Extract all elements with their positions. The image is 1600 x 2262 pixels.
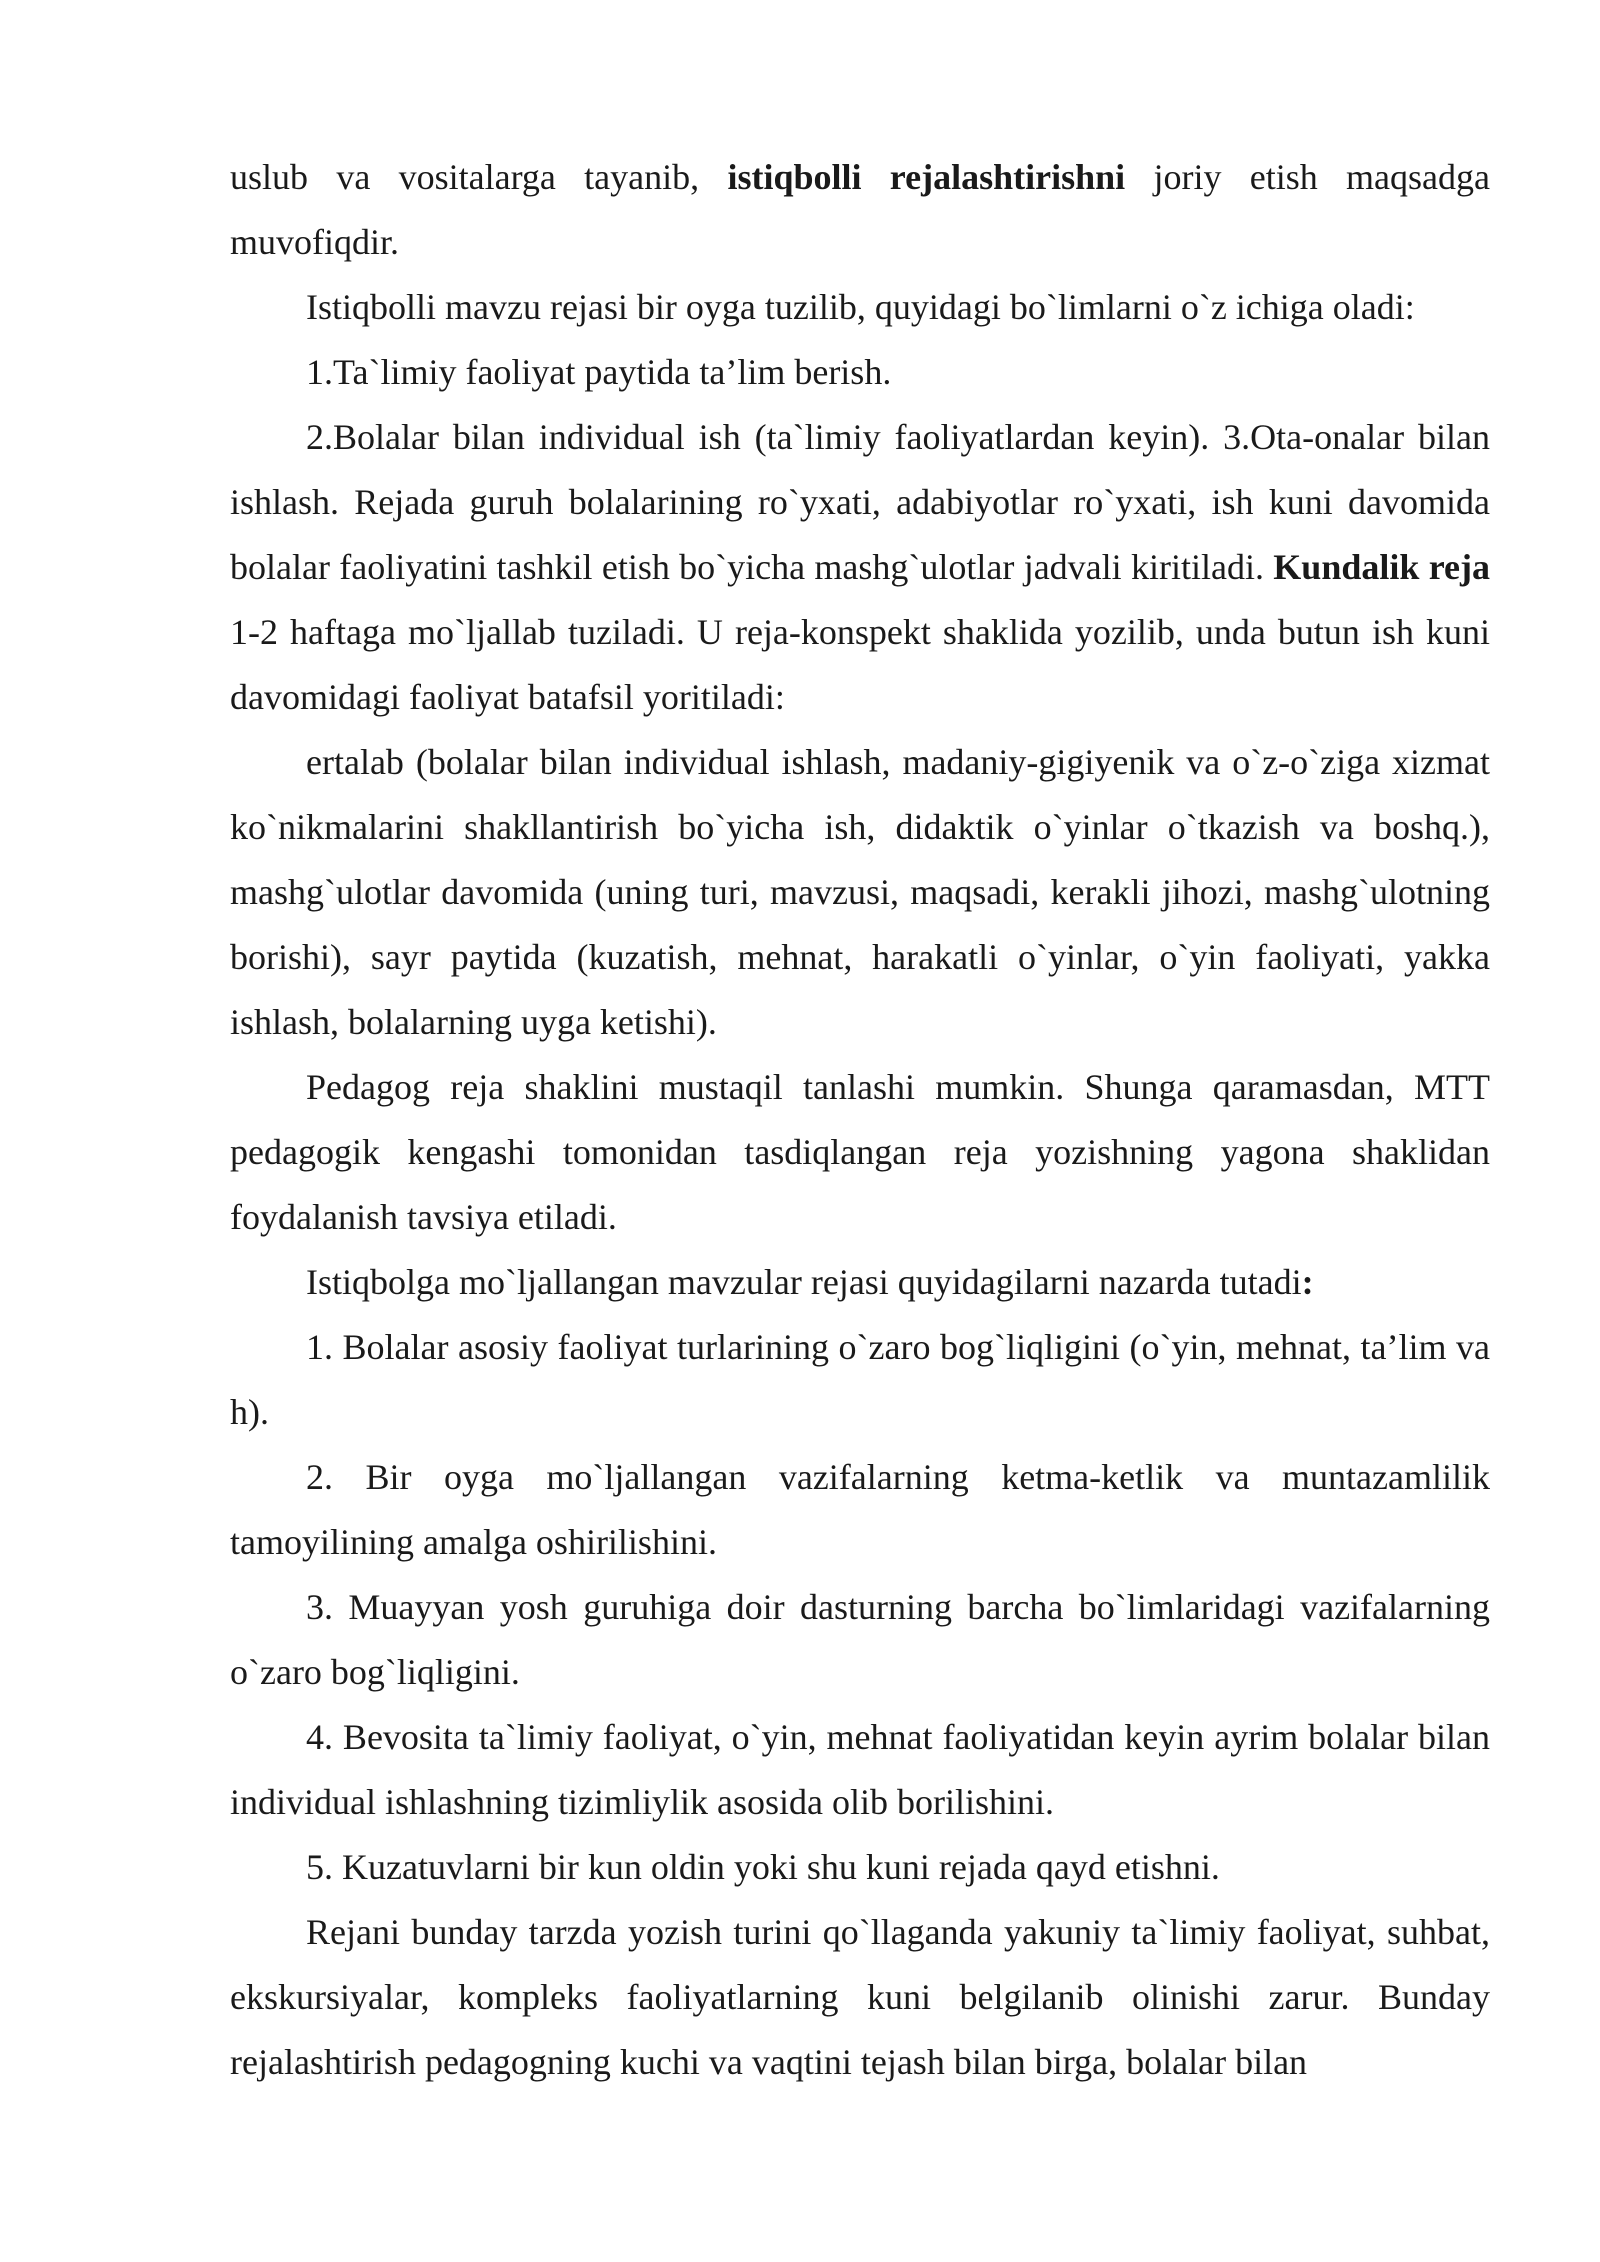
list-item-1: 1. Bolalar asosiy faoliyat turlarining o`zaro bog`liqligini (o`yin, mehnat, ta’lim va h).: [230, 1327, 1490, 1432]
paragraph-plan-sections: Istiqbolli mavzu rejasi bir oyga tuzilib, quyidagi bo`limlarni o`z ichiga oladi:: [306, 287, 1415, 327]
bold-term-kundalik-reja: Kundalik reja: [1273, 547, 1491, 587]
text-segment: 2.Bolalar bilan individual ish (ta`limiy faoliyatlardan keyin). 3.Ota-onalar bilan ishlash. Rejada guruh bolalarining ro`yxati, adabiyotlar ro`yxati, ish kuni davomida bolalar faoliyatini tashkil etish bo`yicha mashg`ulotlar jadvali kiritiladi.: [230, 417, 1490, 587]
text-segment: uslub va vositalarga tayanib,: [230, 157, 728, 197]
list-item-3: 3. Muayyan yosh guruhiga doir dasturning barcha bo`limlaridagi vazifalarning o`zaro bog`liqligini.: [230, 1587, 1490, 1692]
paragraph-intro-continuation: [230, 145, 1490, 275]
text-segment: Istiqbolga mo`ljallangan mavzular rejasi quyidagilarni nazarda tutadi: [306, 1262, 1302, 1302]
bold-colon: :: [1301, 1262, 1314, 1302]
text-segment: joriy etish maqsadga muvofiqdir.: [230, 157, 1491, 262]
list-item-2: 2. Bir oyga mo`ljallangan vazifalarning ketma-ketlik va muntazamlilik tamoyilining amalga oshirilishini.: [230, 1457, 1490, 1562]
list-item-4: 4. Bevosita ta`limiy faoliyat, o`yin, mehnat faoliyatidan keyin ayrim bolalar bilan individual ishlashning tizimliylik asosida olib borilishini.: [230, 1717, 1490, 1822]
paragraph-item-2-and-daily-plan: [230, 405, 1490, 730]
paragraph-item-1: 1.Ta`limiy faoliyat paytida ta’lim berish.: [306, 352, 892, 392]
paragraph-thematic-plan-intro: [230, 1250, 1490, 1315]
document-page: [230, 145, 1490, 2095]
paragraph-morning-activities: ertalab (bolalar bilan individual ishlash, madaniy-gigiyenik va o`z-o`ziga xizmat ko`nikmalarini shakllantirish bo`yicha ish, didaktik o`yinlar o`tkazish va boshq.), mashg`ulotlar davomida (uning turi, mavzusi, maqsadi, kerakli jihozi, mashg`ulotning borishi), sayr paytida (kuzatish, mehnat, harakatli o`yinlar, o`yin faoliyati, yakka ishlash, bolalarning uyga ketishi).: [230, 742, 1490, 1042]
list-item-5: 5. Kuzatuvlarni bir kun oldin yoki shu kuni rejada qayd etishni.: [306, 1847, 1220, 1887]
paragraph-pedagog-form: Pedagog reja shaklini mustaqil tanlashi mumkin. Shunga qaramasdan, MTT pedagogik kengashi tomonidan tasdiqlangan reja yozishning yagona shaklidan foydalanish tavsiya etiladi.: [230, 1067, 1490, 1237]
text-segment: 1-2 haftaga mo`ljallab tuziladi. U reja-konspekt shaklida yozilib, unda butun ish kuni davomidagi faoliyat batafsil yoritiladi:: [230, 612, 1490, 717]
paragraph-conclusion: Rejani bunday tarzda yozish turini qo`llaganda yakuniy ta`limiy faoliyat, suhbat, ekskursiyalar, kompleks faoliyatlarning kuni belgilanib olinishi zarur. Bunday rejalashtirish pedagogning kuchi va vaqtini tejash bilan birga, bolalar bilan: [230, 1912, 1490, 2082]
bold-term-istiqbolli-rejalashtirishni: istiqbolli rejalashtirishni: [727, 157, 1126, 197]
